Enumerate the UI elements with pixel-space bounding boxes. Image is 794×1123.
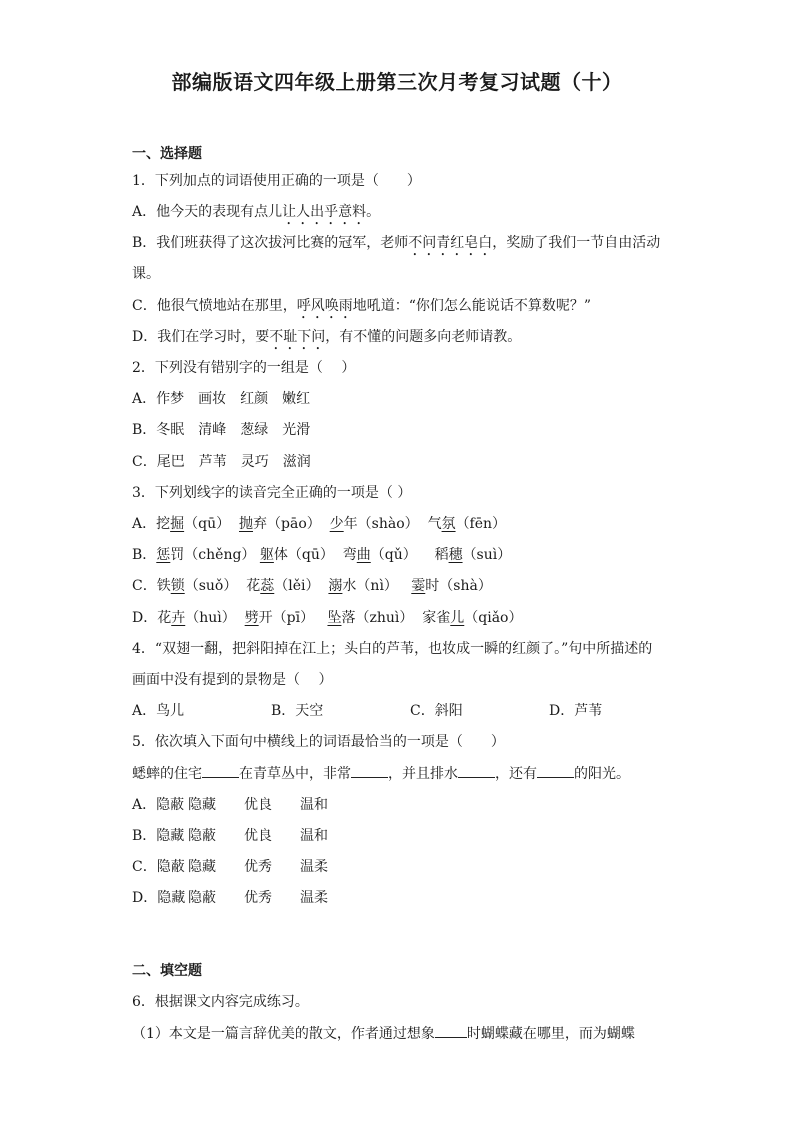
text: 地吼道：“你们怎么能说话不算数呢？” <box>352 298 592 314</box>
word: 隐蔽 <box>188 890 216 906</box>
underlined-char: 抛 <box>239 516 254 532</box>
option-line <box>132 202 380 228</box>
underlined-char: 氛 <box>441 516 456 532</box>
underlined-char: 曲 <box>356 547 371 563</box>
underlined-char: 霎 <box>411 578 426 594</box>
word: 嫩红 <box>282 391 311 407</box>
word: 画妆 <box>198 391 227 407</box>
option-line <box>132 701 602 721</box>
question-stem: 3．下列划线字的读音完全正确的一项是（ ） <box>132 485 412 501</box>
page-title: 部编版语文四年级上册第三次月考复习试题（十） <box>171 70 623 94</box>
text: 家雀 <box>422 610 451 626</box>
word: 光滑 <box>282 422 311 438</box>
text: B．我们班获得了这次拔河比赛的冠军，老师 <box>132 235 409 251</box>
pinyin: 罚（chěng） <box>170 547 256 563</box>
section-heading: 一、选择题 <box>132 146 202 162</box>
word: B．冬眠 <box>132 422 185 438</box>
section-heading: 二、填空题 <box>132 963 202 979</box>
text: 弯 <box>342 547 357 563</box>
pinyin: （qǔ） <box>370 547 417 563</box>
underlined-char: 卉 <box>171 610 186 626</box>
option-line <box>132 296 591 322</box>
word: 滋润 <box>282 454 311 470</box>
word: 优秀 <box>244 859 272 875</box>
option: A．鸟儿 <box>132 703 185 719</box>
pinyin: 水（nì） <box>342 578 398 594</box>
option-line <box>132 576 492 596</box>
word: 温和 <box>300 828 328 844</box>
text: ，奖励了我们一节自由活动 <box>492 235 661 251</box>
word: C．尾巴 <box>132 454 185 470</box>
dotted-phrase: 不耻下问 <box>269 329 326 345</box>
pinyin: （lěi） <box>274 578 320 594</box>
word: 优良 <box>244 797 272 813</box>
word: 隐藏 <box>188 797 216 813</box>
underlined-char: 躯 <box>259 547 274 563</box>
underlined-char: 坠 <box>327 610 342 626</box>
text: 的阳光。 <box>574 766 630 782</box>
blank-line <box>537 765 574 778</box>
pinyin: 年（shào） <box>343 516 419 532</box>
underlined-char: 儿 <box>450 610 465 626</box>
text: 在青草丛中，非常 <box>239 766 351 782</box>
option: B．天空 <box>271 703 324 719</box>
text: 时蝴蝶藏在哪里，而为蝴蝶 <box>466 1026 635 1042</box>
question-stem: 画面中没有提到的景物是（ ） <box>132 672 333 688</box>
underlined-char: 蕊 <box>260 578 275 594</box>
text: A．他今天的表现有点儿 <box>132 204 283 220</box>
pinyin: （fēn） <box>455 516 507 532</box>
pinyin: 时（shà） <box>425 578 492 594</box>
word: A．作梦 <box>132 391 185 407</box>
blank-line <box>202 765 239 778</box>
word: 温柔 <box>300 859 328 875</box>
text: 。 <box>366 204 381 220</box>
fill-sentence <box>132 764 630 784</box>
pinyin: 开（pī） <box>258 610 315 626</box>
pinyin: （huì） <box>185 610 236 626</box>
pinyin: （suì） <box>462 547 512 563</box>
question-stem: 6．根据课文内容完成练习。 <box>132 994 309 1010</box>
text: A．挖 <box>132 516 171 532</box>
question-stem: 1．下列加点的词语使用正确的一项是（ ） <box>132 173 421 189</box>
option-line <box>132 857 356 877</box>
pinyin: 弃（pāo） <box>253 516 321 532</box>
option-line <box>132 545 511 565</box>
word: 清峰 <box>198 422 227 438</box>
blank-line <box>435 1025 467 1038</box>
dotted-phrase: 呼风唤雨 <box>296 298 353 314</box>
word: 芦苇 <box>198 454 227 470</box>
option-line: 课。 <box>132 266 160 282</box>
text: B． <box>132 547 157 563</box>
blank-line <box>351 765 388 778</box>
text: C．铁 <box>132 578 171 594</box>
option-line <box>132 514 506 534</box>
option-line <box>132 608 522 628</box>
underlined-char: 锁 <box>170 578 185 594</box>
underlined-char: 溺 <box>328 578 343 594</box>
underlined-char: 少 <box>329 516 344 532</box>
option-line <box>132 389 324 409</box>
option-line <box>132 452 325 472</box>
option-line <box>132 420 324 440</box>
word: B．隐藏 <box>132 828 185 844</box>
word: C．隐蔽 <box>132 859 185 875</box>
question-stem: 2．下列没有错别字的一组是（ ） <box>132 360 356 376</box>
underlined-char: 劈 <box>244 610 259 626</box>
text: 稻 <box>434 547 449 563</box>
pinyin: （qū） <box>184 516 231 532</box>
text: 蟋蟀的住宅 <box>132 766 202 782</box>
dotted-phrase: 不问青红皂白 <box>408 235 493 251</box>
option-line <box>132 888 356 908</box>
pinyin: 落（zhuì） <box>341 610 414 626</box>
text: C．他很气愤地站在那里， <box>132 298 297 314</box>
text: ，并且排水 <box>388 766 458 782</box>
text: ，还有 <box>495 766 537 782</box>
sub-question <box>132 1024 635 1044</box>
underlined-char: 惩 <box>156 547 171 563</box>
option-line <box>132 233 660 259</box>
blank-line <box>458 765 495 778</box>
text: 花 <box>246 578 261 594</box>
pinyin: （suǒ） <box>184 578 238 594</box>
question-stem: 5．依次填入下面句中横线上的词语最恰当的一项是（ ） <box>132 734 505 750</box>
word: 优秀 <box>244 890 272 906</box>
option-line <box>132 826 356 846</box>
dotted-phrase: 让人出乎意料 <box>282 204 367 220</box>
word: 灵巧 <box>240 454 269 470</box>
underlined-char: 掘 <box>170 516 185 532</box>
word: 葱绿 <box>240 422 269 438</box>
word: 温柔 <box>300 890 328 906</box>
word: D．隐藏 <box>132 890 186 906</box>
text: ，有不懂的问题多向老师请教。 <box>325 329 522 345</box>
text: D．花 <box>132 610 172 626</box>
word: 温和 <box>300 797 328 813</box>
word: 红颜 <box>240 391 269 407</box>
text: 气 <box>427 516 442 532</box>
option-line <box>132 327 521 353</box>
word: A．隐蔽 <box>132 797 185 813</box>
option-line <box>132 795 356 815</box>
text: （1）本文是一篇言辞优美的散文，作者通过想象 <box>132 1026 435 1042</box>
underlined-char: 穗 <box>448 547 463 563</box>
option: C．斜阳 <box>410 703 463 719</box>
option: D．芦苇 <box>549 703 603 719</box>
pinyin: 体（qū） <box>273 547 334 563</box>
question-stem: 4．“双翅一翻，把斜阳掉在江上；头白的芦苇，也妆成一瞬的红颜了。”句中所描述的 <box>132 641 653 657</box>
word: 优良 <box>244 828 272 844</box>
pinyin: （qiǎo） <box>464 610 523 626</box>
word: 隐蔽 <box>188 828 216 844</box>
text: D．我们在学习时，要 <box>132 329 270 345</box>
word: 隐藏 <box>188 859 216 875</box>
